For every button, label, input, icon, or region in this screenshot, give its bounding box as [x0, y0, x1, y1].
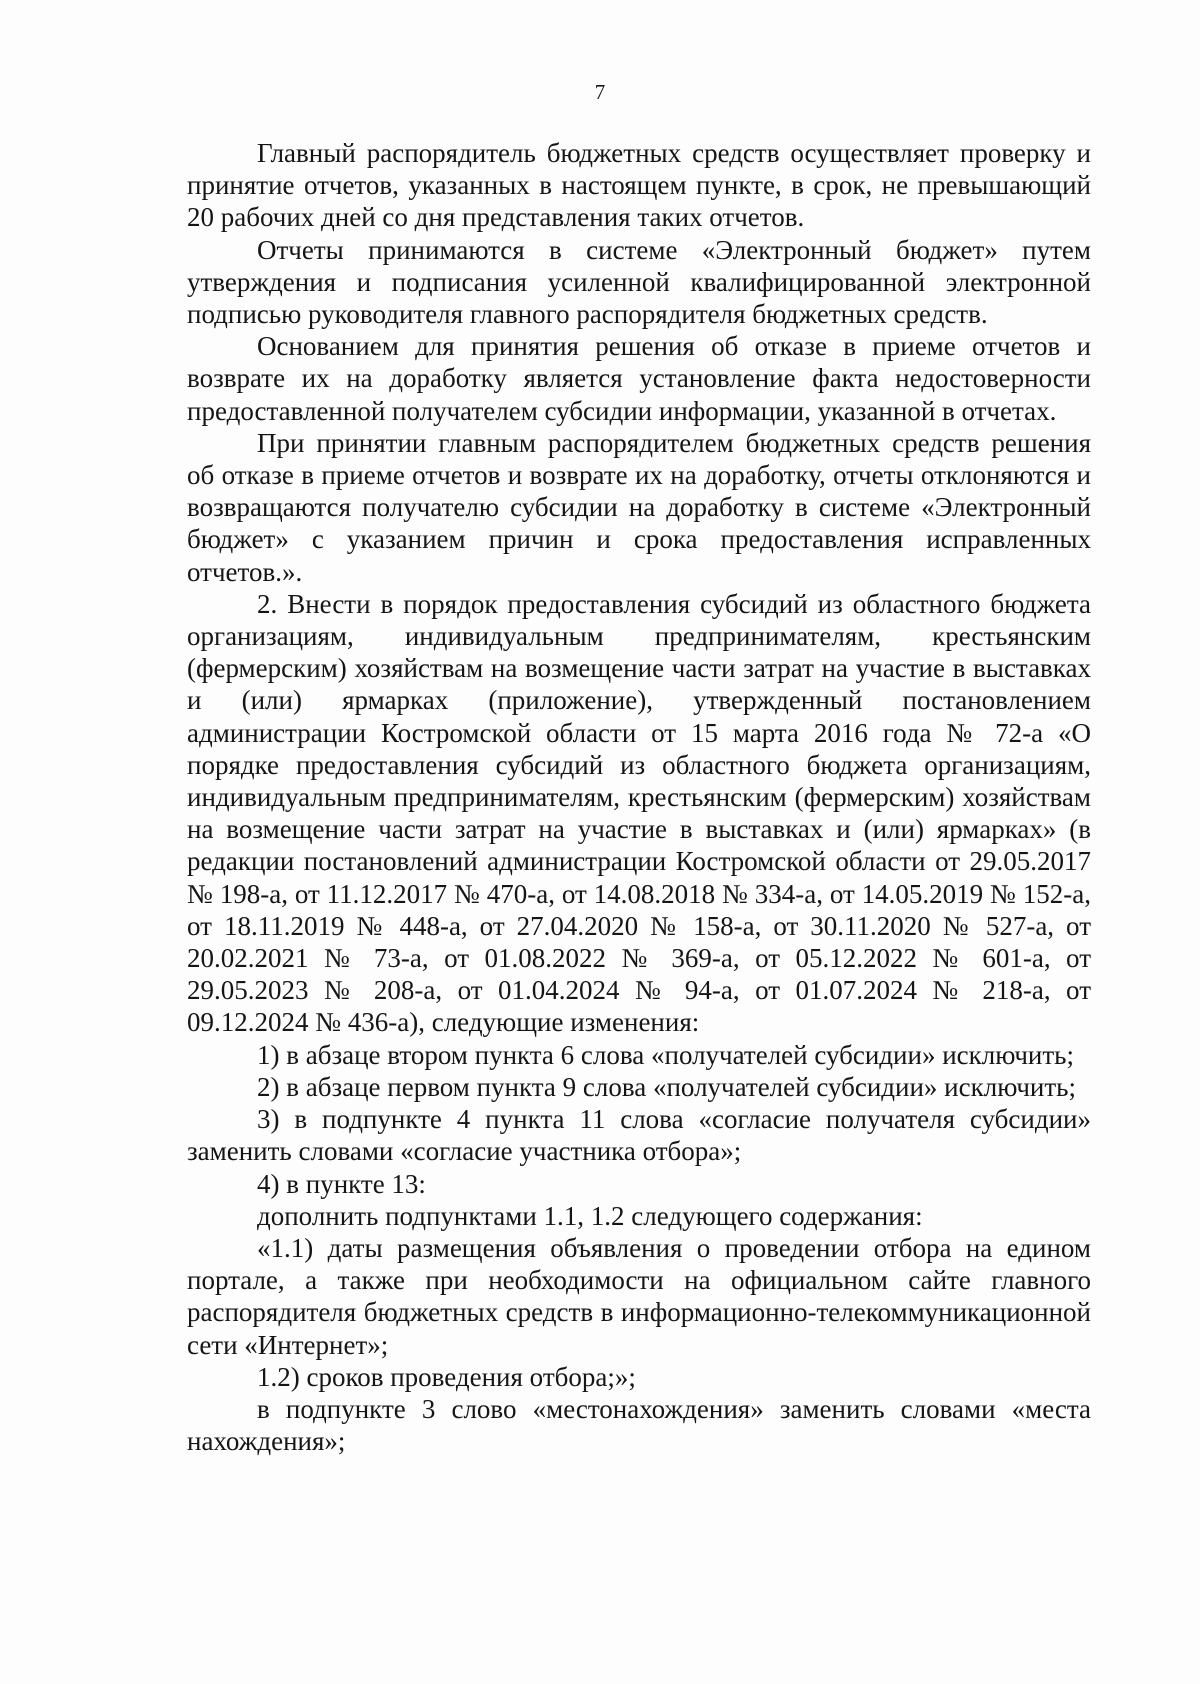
paragraph: 4) в пункте 13:: [257, 1168, 426, 1199]
paragraph: в подпункте 3 слово «местонахождения» заменить словами «места нахождения»;: [187, 1393, 1091, 1457]
paragraph: 2) в абзаце первом пункта 9 слова «получателей субсидии» исключить;: [257, 1071, 1076, 1102]
paragraph: При принятии главным распорядителем бюджетных средств решения об отказе в приеме отчетов и возврате их на доработку, отчеты отклоняются и возвращаются получателю субсидии на доработку в системе «Электронный бюджет» с указанием причин и срока предоставления исправленных отчетов.».: [187, 427, 1091, 587]
paragraph: «1.1) даты размещения объявления о проведении отбора на едином портале, а также при необходимости на официальном сайте главного распорядителя бюджетных средств в информационно-телекоммуникационной сети «Интернет»;: [187, 1232, 1091, 1360]
paragraph: 1.2) сроков проведения отбора;»;: [257, 1361, 636, 1392]
paragraph: Основанием для принятия решения об отказе в приеме отчетов и возврате их на доработку является установление факта недостоверности предоставленной получателем субсидии информации, указанной в отчетах.: [187, 331, 1091, 426]
paragraph: 1) в абзаце втором пункта 6 слова «получателей субсидии» исключить;: [257, 1039, 1075, 1070]
paragraph: дополнить подпунктами 1.1, 1.2 следующего содержания:: [257, 1200, 923, 1231]
page-number: 7: [594, 80, 606, 104]
paragraph: Отчеты принимаются в системе «Электронный бюджет» путем утверждения и подписания усиленной квалифицированной электронной подписью руководителя главного распорядителя бюджетных средств.: [187, 234, 1091, 330]
paragraph: 3) в подпункте 4 пункта 11 слова «согласие получателя субсидии» заменить словами «согласие участника отбора»;: [187, 1104, 1091, 1167]
paragraph: 2. Внести в порядок предоставления субсидий из областного бюджета организациям, индивидуальным предпринимателям, крестьянским (фермерским) хозяйствам на возмещение части затрат на участие в выставках и (или) ярмарках (приложение), утвержденный постановлением администрации Костромской области от 15 марта 2016 года № 72-а «О порядке предоставления субсидий из областного бюджета организациям, индивидуальным предпринимателям, крестьянским (фермерским) хозяйствам на возмещение части затрат на участие в выставках и (или) ярмарках» (в редакции постановлений администрации Костромской области от 29.05.2017 № 198-а, от 11.12.2017 № 470-а, от 14.08.2018 № 334-а, от 14.05.2019 № 152-а, от 18.11.2019 № 448-а, от 27.04.2020 № 158-а, от 30.11.2020 № 527-а, от 20.02.2021 № 73-а, от 01.08.2022 № 369-а, от 05.12.2022 № 601-а, от 29.05.2023 № 208-а, от 01.04.2024 № 94-а, от 01.07.2024 № 218-а, от 09.12.2024 № 436-а), следующие изменения:: [187, 588, 1091, 1038]
document-body: [187, 137, 1091, 1457]
paragraph: Главный распорядитель бюджетных средств осуществляет проверку и принятие отчетов, указанных в настоящем пункте, в срок, не превышающий 20 рабочих дней со дня представления таких отчетов.: [187, 138, 1091, 233]
